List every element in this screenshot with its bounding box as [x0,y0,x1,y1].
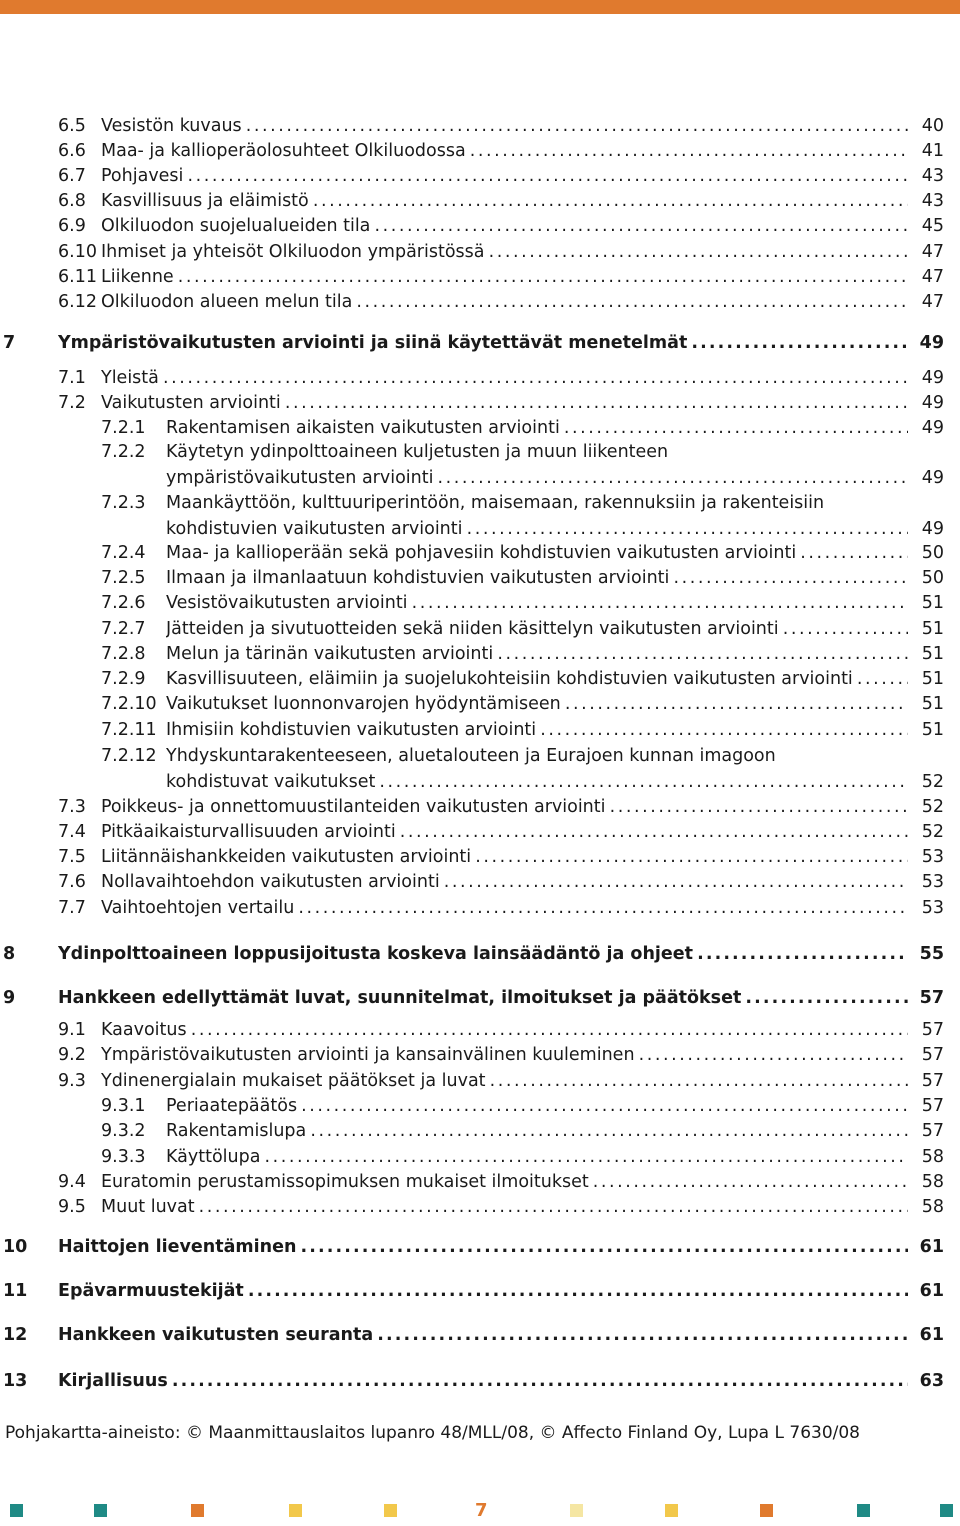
toc-entry-title-continued: kohdistuvien vaikutusten arviointi . . . [166,516,908,542]
toc-entry-number: 7.2.7 [101,619,146,639]
toc-entry-title-continued: ympäristövaikutusten arviointi . . . [166,465,908,491]
toc-entry-number: 7.2.10 [101,694,157,714]
decorative-square [940,1504,953,1517]
decorative-square [94,1504,107,1517]
toc-entry-number: 7.2.3 [101,493,146,513]
toc-entry[interactable] [0,113,960,139]
toc-entry-number: 6.6 [58,141,86,161]
toc-entry-number: 9.1 [58,1020,86,1040]
toc-entry-page: 51 [908,590,944,616]
toc-entry-number: 9.3.3 [101,1147,146,1167]
toc-entry-number: 7.2.8 [101,644,146,664]
toc-entry[interactable] [0,1322,960,1348]
toc-entry[interactable] [0,691,960,717]
toc-entry[interactable] [0,844,960,870]
toc-entry[interactable] [0,264,960,290]
toc-entry[interactable] [0,390,960,416]
toc-entry[interactable] [0,1068,960,1094]
toc-entry[interactable] [0,365,960,391]
toc-entry-page: 53 [908,844,944,870]
toc-entry-page: 58 [908,1144,944,1170]
toc-entry-title: Ihmisiin kohdistuvien vaikutusten arviointi . . . [166,717,908,743]
toc-entry[interactable] [0,163,960,189]
toc-entry[interactable] [0,819,960,845]
toc-entry[interactable] [0,616,960,642]
toc-entry[interactable] [0,239,960,265]
decorative-square [384,1504,397,1517]
toc-entry-number: 6.12 [58,292,97,312]
toc-entry-page: 52 [908,819,944,845]
toc-entry[interactable] [0,415,960,441]
map-copyright-note: Pohjakartta-aineisto: © Maanmittauslaitos lupanro 48/MLL/08, © Affecto Finland Oy, Lupa L 7630/08 [5,1423,860,1443]
toc-entry[interactable] [0,641,960,667]
toc-entry-number: 6.11 [58,267,97,287]
toc-entry-title: Ilmaan ja ilmanlaatuun kohdistuvien vaikutusten arviointi . . . [166,565,908,591]
toc-entry-page: 61 [908,1322,944,1348]
toc-entry-title: Haittojen lieventäminen . . . [58,1234,908,1260]
toc-entry-title: Nollavaihtoehdon vaikutusten arviointi . . . [101,869,908,895]
toc-entry-title: Vaikutukset luonnonvarojen hyödyntämiseen . . . [166,691,908,717]
toc-entry-title: Melun ja tärinän vaikutusten arviointi . . . [166,641,908,667]
toc-entry-title: Jätteiden ja sivutuotteiden sekä niiden käsittelyn vaikutusten arviointi . . . [166,616,908,642]
toc-entry[interactable] [0,330,960,356]
toc-entry-number: 7.6 [58,872,86,892]
decorative-square [760,1504,773,1517]
toc-entry-page: 52 [908,769,944,795]
toc-entry[interactable] [0,1118,960,1144]
toc-entry-number: 7.2.9 [101,669,146,689]
toc-entry-title: Käyttölupa . . . [166,1144,908,1170]
toc-entry-page: 47 [908,289,944,315]
top-accent-bar [0,0,960,14]
toc-entry-title: Olkiluodon alueen melun tila . . . [101,289,908,315]
toc-entry-page: 49 [908,365,944,391]
toc-entry[interactable] [0,941,960,967]
toc-entry-page: 61 [908,1234,944,1260]
toc-entry[interactable] [0,1169,960,1195]
toc-entry-number: 7.2.4 [101,543,146,563]
page-number: 7 [475,1500,488,1521]
toc-entry-title: Euratomin perustamissopimuksen mukaiset ilmoitukset . . . [101,1169,908,1195]
toc-entry-page: 57 [908,1093,944,1119]
toc-entry-number: 13 [3,1371,28,1391]
toc-entry-page: 58 [908,1169,944,1195]
toc-entry-number: 7.2.1 [101,418,146,438]
toc-entry[interactable] [0,1278,960,1304]
toc-entry-page: 57 [908,1118,944,1144]
toc-entry-page: 43 [908,163,944,189]
toc-entry-page: 47 [908,264,944,290]
toc-entry-number: 10 [3,1237,28,1257]
toc-entry[interactable] [0,138,960,164]
toc-entry-title: Olkiluodon suojelualueiden tila . . . [101,213,908,239]
toc-entry-page: 51 [908,641,944,667]
toc-entry-number: 7.2.6 [101,593,146,613]
toc-entry-page: 49 [908,516,944,542]
toc-entry-title: Ihmiset ja yhteisöt Olkiluodon ympäristössä . . . [101,239,908,265]
toc-entry-title: Hankkeen edellyttämät luvat, suunnitelmat, ilmoitukset ja päätökset . . . [58,985,908,1011]
toc-entry[interactable] [0,1017,960,1043]
toc-entry-title: Maa- ja kallioperään sekä pohjavesiin kohdistuvien vaikutusten arviointi . . . [166,540,908,566]
toc-entry-number: 7.3 [58,797,86,817]
toc-entry-title: Liitännäishankkeiden vaikutusten arviointi . . . [101,844,908,870]
toc-entry-title: Muut luvat . . . [101,1194,908,1220]
toc-entry-page: 45 [908,213,944,239]
toc-entry-page: 47 [908,239,944,265]
toc-entry-number: 9.3.2 [101,1121,146,1141]
toc-entry-title: Vesistön kuvaus . . . [101,113,908,139]
toc-entry-title: Ydinenergialain mukaiset päätökset ja luvat . . . [101,1068,908,1094]
toc-entry[interactable] [0,1093,960,1119]
toc-entry-title: Vesistövaikutusten arviointi . . . [166,590,908,616]
toc-entry-number: 7.4 [58,822,86,842]
toc-entry-page: 51 [908,616,944,642]
toc-entry-number: 7.2.2 [101,442,146,462]
toc-entry-page: 51 [908,717,944,743]
toc-entry-page: 57 [908,1042,944,1068]
toc-entry[interactable] [0,869,960,895]
toc-entry[interactable] [0,1144,960,1170]
toc-entry[interactable] [0,985,960,1011]
toc-entry-page: 57 [908,1068,944,1094]
toc-entry-number: 9.4 [58,1172,86,1192]
toc-entry-number: 9.5 [58,1197,86,1217]
toc-entry[interactable] [0,590,960,616]
toc-entry-title: Yleistä . . . [101,365,908,391]
toc-entry-title: Ydinpolttoaineen loppusijoitusta koskeva lainsäädäntö ja ohjeet . . . [58,941,908,967]
toc-entry-page: 63 [908,1368,944,1394]
toc-entry[interactable] [0,1234,960,1260]
toc-entry-page: 49 [908,330,944,356]
decorative-square [289,1504,302,1517]
toc-entry-number: 9.3 [58,1071,86,1091]
toc-entry-title: Kasvillisuuteen, eläimiin ja suojelukohteisiin kohdistuvien vaikutusten arviointi . . . [166,666,908,692]
toc-entry-page: 50 [908,540,944,566]
toc-entry[interactable] [0,289,960,315]
decorative-square [570,1504,583,1517]
toc-entry-title: Ympäristövaikutusten arviointi ja kansainvälinen kuuleminen . . . [101,1042,908,1068]
toc-entry-page: 40 [908,113,944,139]
toc-entry-title: Rakentamisen aikaisten vaikutusten arviointi . . . [166,415,908,441]
toc-entry-number: 9 [3,988,16,1008]
toc-entry-number: 7.2 [58,393,86,413]
toc-entry[interactable] [0,540,960,566]
toc-entry-page: 43 [908,188,944,214]
toc-entry-number: 9.2 [58,1045,86,1065]
toc-entry-number: 6.10 [58,242,97,262]
toc-entry-title: Periaatepäätös . . . [166,1093,908,1119]
toc-entry-page: 49 [908,415,944,441]
toc-entry-title: Pohjavesi . . . [101,163,908,189]
toc-entry[interactable] [0,439,960,491]
toc-entry[interactable] [0,565,960,591]
toc-entry-number: 7 [3,333,16,353]
toc-entry[interactable] [0,1194,960,1220]
toc-entry[interactable] [0,794,960,820]
decorative-square [857,1504,870,1517]
toc-entry-title: Yhdyskuntarakenteeseen, aluetalouteen ja Eurajoen kunnan imagoon [166,746,776,766]
toc-entry-number: 6.5 [58,116,86,136]
decorative-square [665,1504,678,1517]
toc-entry-title: Maa- ja kallioperäolosuhteet Olkiluodossa . . . [101,138,908,164]
toc-entry-number: 7.2.5 [101,568,146,588]
toc-entry-title: Kirjallisuus . . . [58,1368,908,1394]
toc-entry-title: Ympäristövaikutusten arviointi ja siinä käytettävät menetelmät . . . [58,330,908,356]
toc-entry-page: 49 [908,465,944,491]
toc-entry-number: 8 [3,944,16,964]
toc-entry-title: Kaavoitus . . . [101,1017,908,1043]
toc-entry[interactable] [0,666,960,692]
toc-entry-title: Käytetyn ydinpolttoaineen kuljetusten ja muun liikenteen [166,442,669,462]
toc-entry-title: Liikenne . . . [101,264,908,290]
toc-entry-number: 9.3.1 [101,1096,146,1116]
toc-entry-number: 6.8 [58,191,86,211]
toc-entry-number: 11 [3,1281,28,1301]
toc-entry-title-continued: kohdistuvat vaikutukset . . . [166,769,908,795]
toc-entry[interactable] [0,490,960,542]
toc-entry-title: Hankkeen vaikutusten seuranta . . . [58,1322,908,1348]
toc-entry-page: 61 [908,1278,944,1304]
toc-entry-page: 49 [908,390,944,416]
toc-entry-page: 51 [908,691,944,717]
decorative-square [191,1504,204,1517]
toc-entry-number: 7.1 [58,368,86,388]
toc-entry[interactable] [0,213,960,239]
toc-entry-page: 53 [908,895,944,921]
toc-entry[interactable] [0,895,960,921]
toc-entry-title: Vaihtoehtojen vertailu . . . [101,895,908,921]
toc-entry-page: 51 [908,666,944,692]
toc-entry-number: 12 [3,1325,28,1345]
toc-entry-title: Vaikutusten arviointi . . . [101,390,908,416]
toc-entry-title: Rakentamislupa . . . [166,1118,908,1144]
toc-entry-number: 7.2.12 [101,746,157,766]
toc-entry-page: 53 [908,869,944,895]
toc-entry-page: 55 [908,941,944,967]
toc-entry-number: 7.7 [58,898,86,918]
toc-entry-title: Pitkäaikaisturvallisuuden arviointi . . . [101,819,908,845]
toc-entry-page: 50 [908,565,944,591]
toc-entry[interactable] [0,1368,960,1394]
toc-entry-title: Maankäyttöön, kulttuuriperintöön, maisemaan, rakennuksiin ja rakenteisiin [166,493,825,513]
toc-entry[interactable] [0,1042,960,1068]
toc-entry-number: 6.9 [58,216,86,236]
toc-entry-page: 58 [908,1194,944,1220]
toc-entry-title: Epävarmuustekijät . . . [58,1278,908,1304]
toc-entry-title: Poikkeus- ja onnettomuustilanteiden vaikutusten arviointi . . . [101,794,908,820]
toc-entry[interactable] [0,188,960,214]
toc-entry-page: 57 [908,1017,944,1043]
toc-entry-number: 7.5 [58,847,86,867]
toc-entry-page: 57 [908,985,944,1011]
toc-entry-number: 6.7 [58,166,86,186]
toc-entry-page: 52 [908,794,944,820]
toc-entry[interactable] [0,717,960,743]
decorative-square [10,1504,23,1517]
toc-entry-page: 41 [908,138,944,164]
toc-entry-number: 7.2.11 [101,720,157,740]
toc-entry-title: Kasvillisuus ja eläimistö . . . [101,188,908,214]
toc-entry[interactable] [0,743,960,795]
